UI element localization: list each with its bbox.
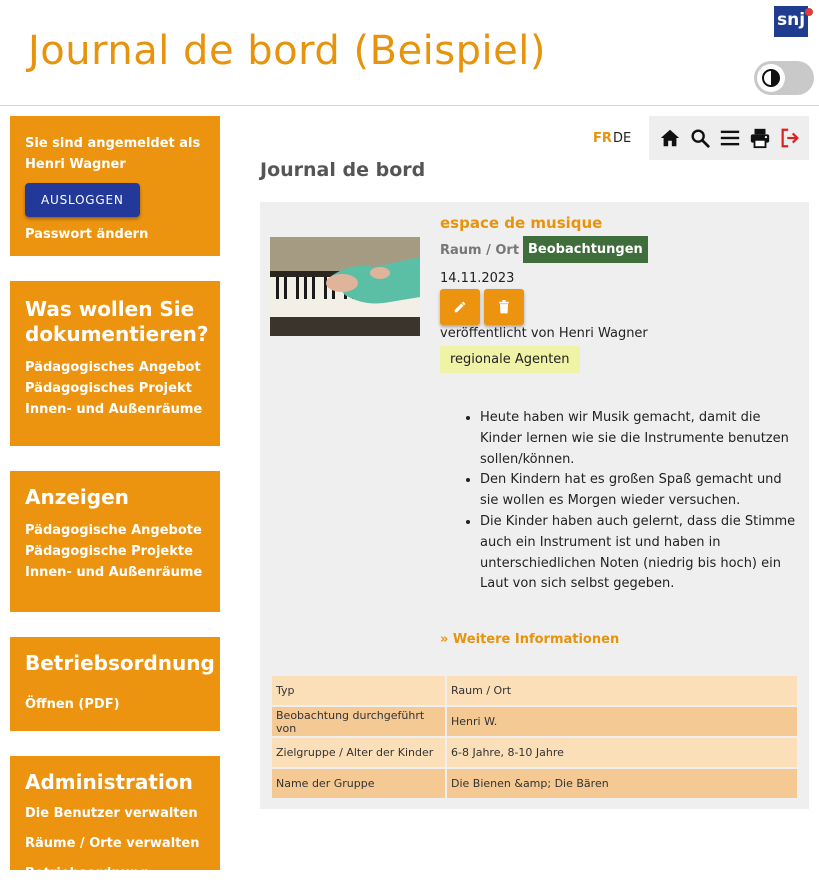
show-box bbox=[10, 471, 220, 612]
logout-icon[interactable] bbox=[779, 127, 801, 149]
show-link-raeume[interactable]: Innen- und Außenräume bbox=[25, 565, 203, 580]
theme-toggle-knob bbox=[757, 64, 785, 92]
entry-tag: regionale Agenten bbox=[440, 346, 580, 373]
table-row bbox=[272, 738, 797, 767]
menu-icon[interactable] bbox=[719, 127, 741, 149]
snj-logo[interactable] bbox=[774, 6, 808, 37]
document-link-projekt[interactable]: Pädagogisches Projekt bbox=[25, 381, 192, 396]
trash-icon bbox=[498, 300, 510, 314]
detail-label: Zielgruppe / Alter der Kinder bbox=[272, 738, 445, 767]
document-box bbox=[10, 281, 220, 446]
entry-author: veröffentlicht von Henri Wagner bbox=[440, 326, 648, 341]
admin-box bbox=[10, 756, 220, 881]
entry-bullet-list bbox=[480, 408, 800, 595]
header bbox=[0, 0, 819, 106]
table-row bbox=[272, 707, 797, 736]
table-row bbox=[272, 676, 797, 705]
page-heading: Journal de bord bbox=[260, 159, 426, 181]
admin-link-rules[interactable]: Betriebsordnung bbox=[25, 866, 149, 881]
pencil-icon bbox=[453, 300, 467, 314]
entry-image-piano[interactable] bbox=[270, 237, 420, 336]
entry-category-badge: Beobachtungen bbox=[523, 236, 648, 263]
lang-de-link[interactable]: DE bbox=[613, 131, 632, 146]
home-icon[interactable] bbox=[659, 127, 681, 149]
entry-date: 14.11.2023 bbox=[440, 271, 515, 286]
print-icon[interactable] bbox=[749, 127, 771, 149]
document-heading: Was wollen Sie dokumentieren? bbox=[25, 297, 209, 346]
login-box bbox=[10, 116, 220, 256]
list-item: • Die Kinder haben auch gelernt, dass die Stimme auch ein Instrument ist und haben in unterschiedlichen Noten (niedrig bis hoch) ein Laut von sich selbst gegeben. bbox=[480, 512, 800, 595]
list-item: • Heute haben wir Musik gemacht, damit die Kinder lernen wie sie die Instrumente benutzen sollen/können. bbox=[480, 408, 800, 470]
rules-box bbox=[10, 637, 220, 731]
logout-button[interactable]: AUSLOGGEN bbox=[25, 183, 140, 217]
detail-label: Typ bbox=[272, 676, 445, 705]
logo-dot bbox=[805, 8, 813, 16]
detail-label: Name der Gruppe bbox=[272, 769, 445, 798]
list-item: • Den Kindern hat es großen Spaß gemacht und sie wollen es Morgen wieder versuchen. bbox=[480, 470, 800, 512]
logged-in-label: Sie sind angemeldet als bbox=[25, 136, 201, 151]
admin-heading: Administration bbox=[25, 770, 193, 794]
edit-button[interactable] bbox=[440, 289, 480, 325]
admin-link-rooms[interactable]: Räume / Orte verwalten bbox=[25, 836, 200, 851]
change-password-link[interactable]: Passwort ändern bbox=[25, 227, 149, 242]
logo-text: snj bbox=[776, 10, 806, 30]
contrast-icon bbox=[762, 69, 780, 87]
rules-open-pdf-link[interactable]: Öffnen (PDF) bbox=[25, 697, 120, 712]
table-row bbox=[272, 769, 797, 798]
detail-value: 6-8 Jahre, 8-10 Jahre bbox=[447, 738, 797, 767]
user-name: Henri Wagner bbox=[25, 157, 126, 172]
rules-heading: Betriebsordnung bbox=[25, 651, 215, 675]
entry-title[interactable]: espace de musique bbox=[440, 214, 603, 232]
journal-entry bbox=[260, 202, 809, 809]
toolbar bbox=[649, 116, 809, 160]
theme-toggle[interactable] bbox=[754, 61, 814, 95]
delete-button[interactable] bbox=[484, 289, 524, 325]
admin-link-users[interactable]: Die Benutzer verwalten bbox=[25, 806, 198, 821]
entry-type: Raum / Ort bbox=[440, 243, 520, 258]
show-link-angebote[interactable]: Pädagogische Angebote bbox=[25, 523, 202, 538]
site-title: Journal de bord (Beispiel) bbox=[28, 28, 546, 74]
show-heading: Anzeigen bbox=[25, 485, 129, 509]
details-table bbox=[270, 674, 799, 800]
detail-value: Raum / Ort bbox=[447, 676, 797, 705]
document-link-angebot[interactable]: Pädagogisches Angebot bbox=[25, 360, 201, 375]
detail-value: Henri W. bbox=[447, 707, 797, 736]
search-icon[interactable] bbox=[689, 127, 711, 149]
show-link-projekte[interactable]: Pädagogische Projekte bbox=[25, 544, 193, 559]
more-info-link[interactable]: » Weitere Informationen bbox=[440, 632, 620, 647]
lang-fr-link[interactable]: FR bbox=[593, 131, 612, 146]
document-link-raeume[interactable]: Innen- und Außenräume bbox=[25, 402, 203, 417]
detail-value: Die Bienen &amp; Die Bären bbox=[447, 769, 797, 798]
detail-label: Beobachtung durchgeführt von bbox=[272, 707, 445, 736]
